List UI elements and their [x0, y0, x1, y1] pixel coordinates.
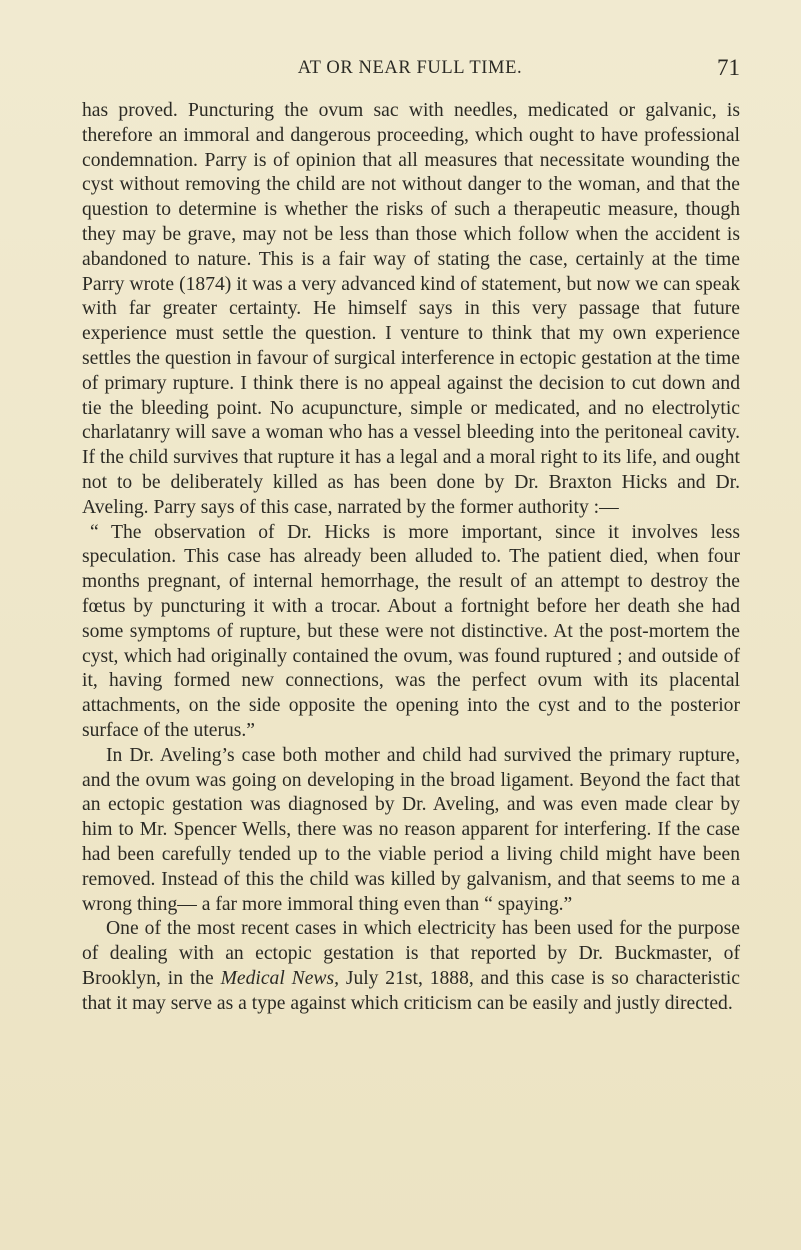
- paragraph-quotation: “ The observation of Dr. Hicks is more important, since it involves less speculation. This case has already been alluded to. The patient died, when four months pregnant, of internal hemorrhage, the result of an attempt to destroy the fœtus by puncturing it with a trocar. About a fortnight before her death she had some symptoms of rupture, but these were not distinctive. At the post-mortem the cyst, which had originally contained the ovum, was found ruptured ; and outside of it, having formed new connections, was the perfect ovum with its placental attachments, on the side opposite the opening into the cyst and to the posterior surface of the uterus.”: [82, 521, 740, 741]
- paragraph-continued: has proved. Puncturing the ovum sac with needles, medicated or galvanic, is therefore an immoral and dangerous proceeding, which ought to have professional condemnation. Parry is of opinion that all measures that necessitate wounding the cyst without removing the child are not without danger to the woman, and that the question to determine is whether the risks of such a therapeutic measure, though they may be grave, may not be less than those which follow when the accident is abandoned to nature. This is a fair way of stating the case, certainly at the time Parry wrote (1874) it was a very advanced kind of statement, but now we can speak with far greater certainty. He himself says in this very passage that future experience must settle the question. I venture to think that my own experience settles the question in favour of surgical interference in ectopic gestation at the time of primary rupture. I think there is no appeal against the decision to cut down and tie the bleeding point. No acupuncture, simple or medicated, and no electrolytic charlatanry will save a woman who has a vessel bleeding into the peritoneal cavity. If the child survives that rupture it has a legal and a moral right to its life, and ought not to be deliberately killed as has been done by Dr. Braxton Hicks and Dr. Aveling. Parry says of this case, narrated by the former authority :—: [82, 100, 740, 518]
- journal-title: Medical News,: [220, 967, 339, 989]
- paragraph-text-after: July 21st, 1888, and this case is so characteristic that it may serve as a type against which criticism can be easily and justly directed.: [82, 967, 740, 1014]
- page-number: 71: [717, 55, 740, 80]
- page-header: [80, 55, 740, 86]
- paragraph-aveling-case: In Dr. Aveling’s case both mother and child had survived the primary rupture, and the ovum was going on developing in the broad ligament. Beyond the fact that an ectopic gestation was diagnosed by Dr. Aveling, and was even made clear by him to Mr. Spencer Wells, there was no reason apparent for interfering. If the case had been carefully tended up to the viable period a living child might have been removed. Instead of this the child was killed by galvanism, and that seems to me a wrong thing— a far more immoral thing even than “ spaying.”: [82, 744, 740, 915]
- paragraph-buckmaster-case: [82, 917, 740, 1016]
- body-text: [82, 99, 740, 1016]
- running-head: AT OR NEAR FULL TIME.: [297, 58, 523, 78]
- paragraph-text-before: One of the most recent cases in which electricity has been used for the purpose of dealing with an ectopic gestation is that reported by Dr. Buckmaster, of Brooklyn, in the: [82, 918, 740, 989]
